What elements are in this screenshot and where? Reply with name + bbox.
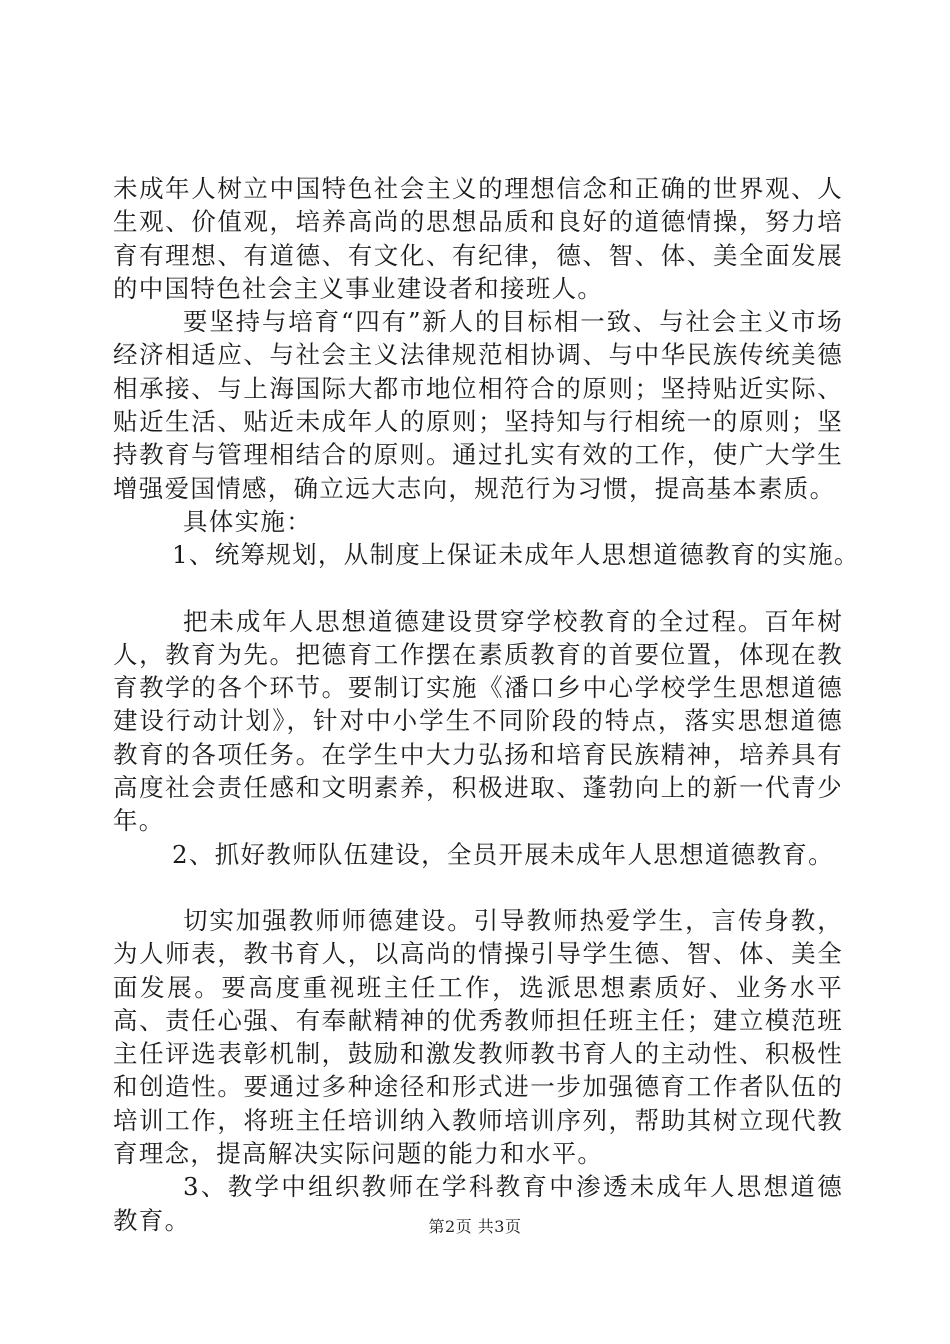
document-body — [113, 172, 860, 1237]
paragraph-item-1-body: 把未成年人思想道德建设贯穿学校教育的全过程。百年树人，教育为先。把德育工作摆在素质教育的首要位置，体现在教育教学的各个环节。要制订实施《潘口乡中心学校学生思想道德建设行动计划》，针对中小学生不同阶段的特点，落实思想道德教育的各项任务。在学生中大力弘扬和培育民族精神，培养具有高度社会责任感和文明素养，积极进取、蓬勃向上的新一代青少年。 — [113, 606, 843, 836]
paragraph-principles: 要坚持与培育“四有”新人的目标相一致、与社会主义市场经济相适应、与社会主义法律规范相协调、与中华民族传统美德相承接、与上海国际大都市地位相符合的原则；坚持贴近实际、贴近生活、贴近未成年人的原则；坚持知与行相统一的原则；坚持教育与管理相结合的原则。通过扎实有效的工作，使广大学生增强爱国情感，确立远大志向，规范行为习惯，提高基本素质。 — [113, 307, 843, 503]
spacer — [113, 871, 843, 904]
item-heading-3: 3、教学中组织教师在学科教育中渗透未成年人思想道德教育。 — [113, 1172, 843, 1235]
section-label-implementation: 具体实施： — [183, 506, 312, 536]
paragraph-item-2-body: 切实加强教师师德建设。引导教师热爱学生，言传身教，为人师表，教书育人，以高尚的情操引导学生德、智、体、美全面发展。要高度重视班主任工作，选派思想素质好、业务水平高、责任心强、有奉献精神的优秀教师担任班主任；建立模范班主任评选表彰机制，鼓励和激发教师教书育人的主动性、积极性和创造性。要通过多种途径和形式进一步加强德育工作者队伍的培训工作，将班主任培训纳入教师培训序列，帮助其树立现代教育理念，提高解决实际问题的能力和水平。 — [113, 905, 843, 1169]
paragraph-continuation: 未成年人树立中国特色社会主义的理想信念和正确的世界观、人生观、价值观，培养高尚的思想品质和良好的道德情操，努力培育有理想、有道德、有文化、有纪律，德、智、体、美全面发展的中国特色社会主义事业建设者和接班人。 — [113, 174, 843, 303]
spacer — [113, 572, 843, 605]
page-number-footer: 第2页 共3页 — [428, 1217, 522, 1236]
item-heading-2: 2、抓好教师队伍建设，全员开展未成年人思想道德教育。 — [172, 839, 834, 869]
item-heading-1: 1、统筹规划，从制度上保证未成年人思想道德教育的实施。 — [172, 540, 860, 570]
